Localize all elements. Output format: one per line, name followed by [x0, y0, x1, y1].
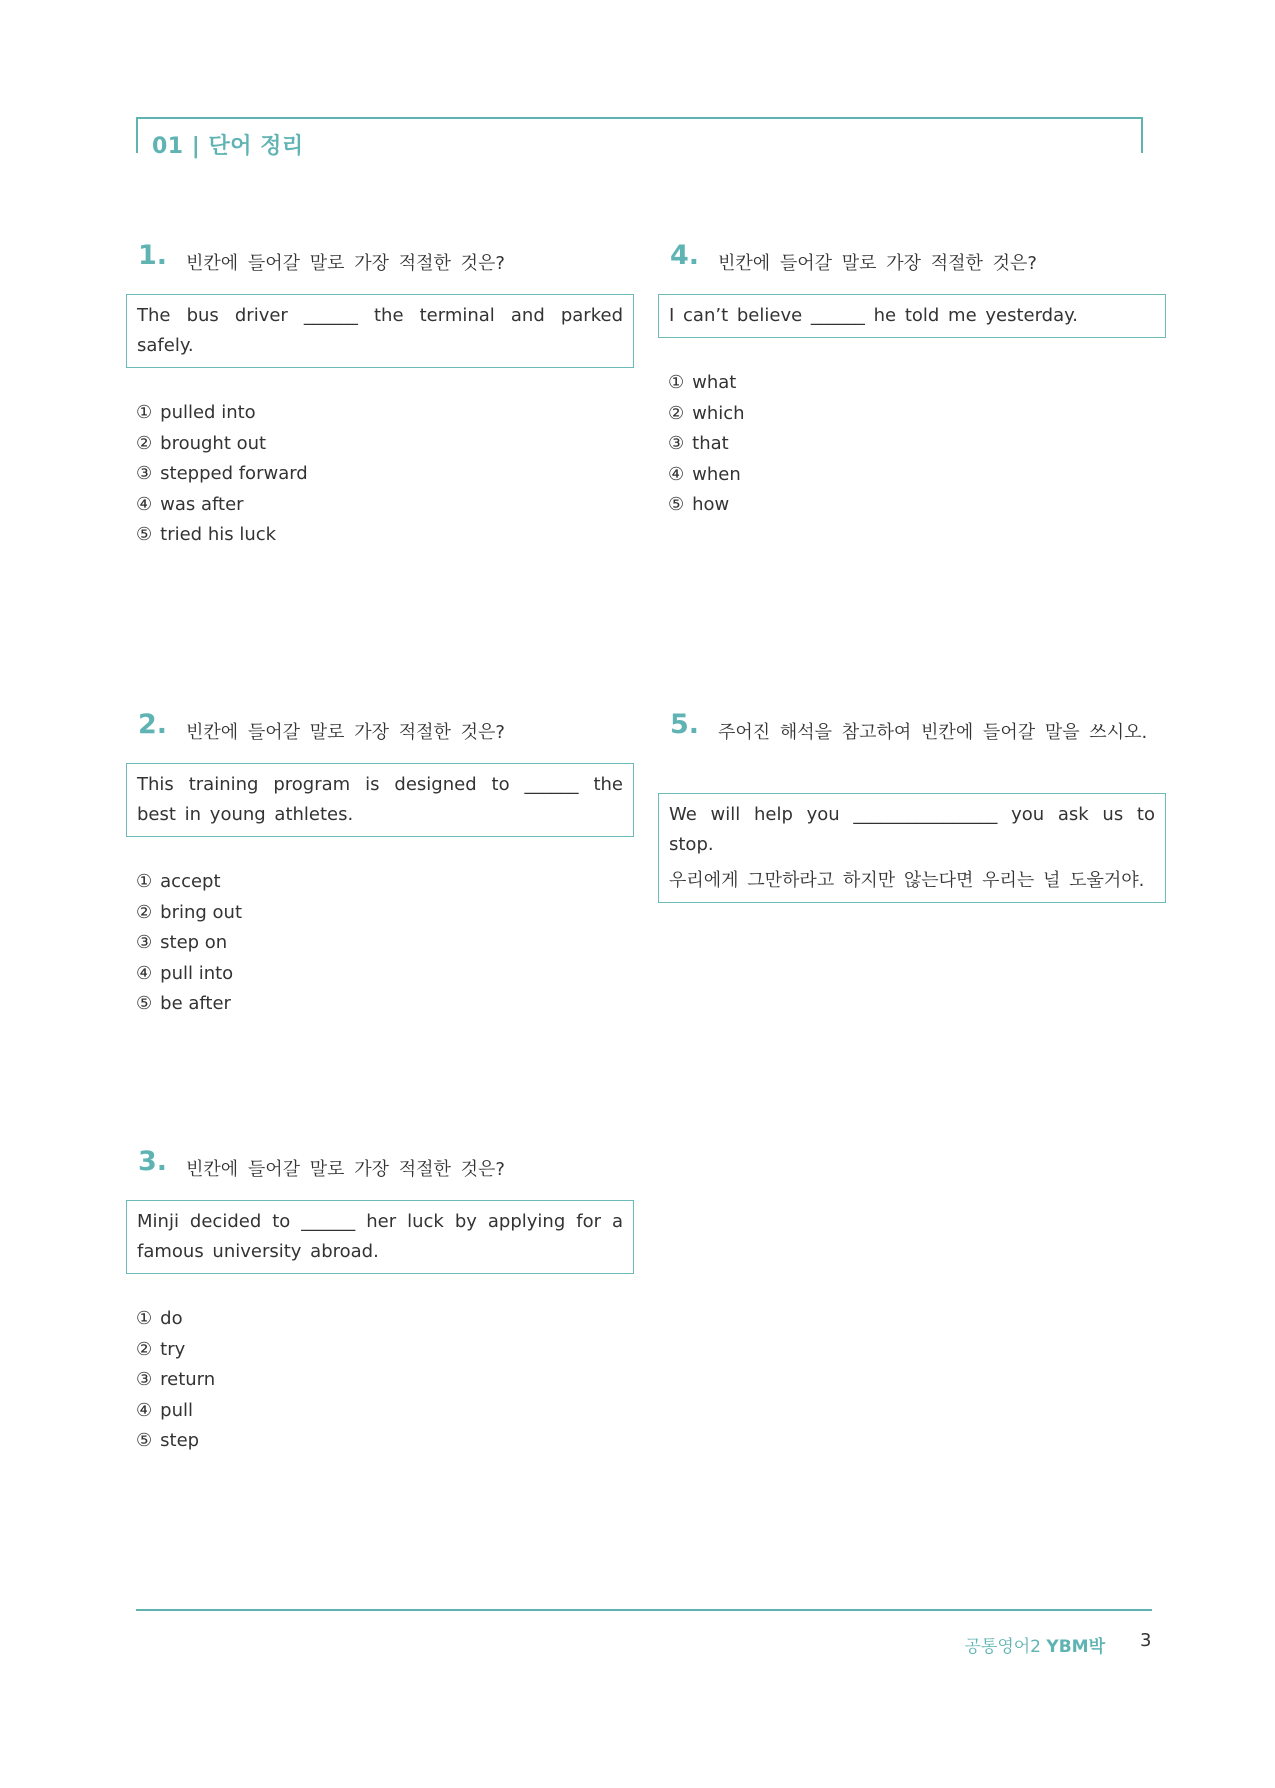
passage-text: This training program is designed to ______ the best in young athletes. — [137, 774, 623, 825]
question-2 — [126, 709, 634, 1020]
answer-options — [668, 368, 1166, 521]
footer-book-prefix: 공통영어2 — [964, 1637, 1047, 1657]
option-text: return — [160, 1369, 216, 1390]
option-4[interactable] — [668, 460, 1166, 491]
question-passage-box — [658, 793, 1166, 903]
option-mark: ① — [136, 1308, 153, 1329]
question-prompt: 주어진 해석을 참고하여 빈칸에 들어갈 말을 쓰시오. — [718, 722, 1148, 743]
option-text: bring out — [160, 901, 243, 923]
answer-options — [136, 398, 634, 551]
option-mark: ③ — [136, 932, 153, 953]
question-5 — [658, 709, 1166, 903]
option-mark: ③ — [668, 433, 685, 454]
question-passage-box — [126, 763, 634, 837]
question-number: 5. — [670, 709, 700, 740]
option-text: do — [160, 1308, 183, 1329]
passage-text: Minji decided to ______ her luck by applying for a famous university abroad. — [137, 1211, 623, 1262]
question-prompt: 빈칸에 들어갈 말로 가장 적절한 것은? — [186, 253, 505, 274]
passage-translation: 우리에게 그만하라고 하지만 않는다면 우리는 널 도울거야. — [669, 870, 1145, 891]
answer-options — [136, 1304, 634, 1457]
option-text: which — [692, 402, 745, 424]
option-3[interactable] — [136, 1365, 634, 1396]
question-4 — [658, 240, 1166, 521]
question-header — [658, 240, 1166, 280]
option-text: be after — [160, 993, 231, 1014]
question-number: 3. — [138, 1146, 168, 1177]
option-mark: ② — [136, 432, 153, 454]
option-text: pulled into — [160, 402, 256, 423]
question-header — [126, 1146, 634, 1186]
option-text: accept — [160, 871, 221, 892]
option-text: pull into — [160, 962, 234, 984]
option-4[interactable] — [136, 959, 634, 990]
passage-text: We will help you ________________ you ask us to stop. — [669, 804, 1155, 855]
option-mark: ⑤ — [668, 494, 685, 515]
option-text: tried his luck — [160, 524, 277, 545]
option-2[interactable] — [136, 1335, 634, 1366]
question-prompt: 빈칸에 들어갈 말로 가장 적절한 것은? — [186, 1159, 505, 1180]
option-5[interactable] — [136, 520, 634, 551]
option-2[interactable] — [136, 898, 634, 929]
option-mark: ⑤ — [136, 1430, 153, 1451]
footer-book-brand: YBM박 — [1046, 1637, 1105, 1657]
question-number: 4. — [670, 240, 700, 271]
option-3[interactable] — [136, 928, 634, 959]
question-passage-box — [126, 294, 634, 368]
option-1[interactable] — [136, 867, 634, 898]
option-text: brought out — [160, 432, 267, 454]
option-5[interactable] — [136, 989, 634, 1020]
option-5[interactable] — [668, 490, 1166, 521]
option-mark: ① — [668, 372, 685, 393]
option-5[interactable] — [136, 1426, 634, 1457]
option-text: how — [692, 494, 730, 515]
option-text: was after — [160, 493, 244, 515]
passage-text: I can’t believe ______ he told me yesterday. — [669, 305, 1078, 326]
option-text: step on — [160, 932, 228, 953]
option-2[interactable] — [668, 399, 1166, 430]
option-mark: ② — [668, 402, 685, 424]
page-number: 3 — [1140, 1630, 1152, 1651]
footer-book-title — [964, 1632, 1105, 1657]
option-text: that — [692, 433, 729, 454]
option-4[interactable] — [136, 490, 634, 521]
question-passage-box — [126, 1200, 634, 1274]
section-title: 01 | 단어 정리 — [152, 134, 304, 159]
option-mark: ⑤ — [136, 993, 153, 1014]
option-mark: ② — [136, 1338, 153, 1360]
option-text: step — [160, 1430, 200, 1451]
question-number: 1. — [138, 240, 168, 271]
question-prompt: 빈칸에 들어갈 말로 가장 적절한 것은? — [718, 253, 1037, 274]
answer-options — [136, 867, 634, 1020]
option-4[interactable] — [136, 1396, 634, 1427]
question-header — [126, 709, 634, 749]
option-text: when — [692, 463, 741, 485]
option-mark: ⑤ — [136, 524, 153, 545]
option-3[interactable] — [136, 459, 634, 490]
option-mark: ④ — [136, 493, 153, 515]
option-1[interactable] — [668, 368, 1166, 399]
option-mark: ① — [136, 402, 153, 423]
option-mark: ① — [136, 871, 153, 892]
option-1[interactable] — [136, 398, 634, 429]
footer-divider — [136, 1609, 1152, 1611]
question-header — [658, 709, 1166, 783]
option-mark: ④ — [136, 962, 153, 984]
option-2[interactable] — [136, 429, 634, 460]
option-text: stepped forward — [160, 463, 308, 484]
option-3[interactable] — [668, 429, 1166, 460]
question-1 — [126, 240, 634, 551]
option-1[interactable] — [136, 1304, 634, 1335]
option-mark: ④ — [136, 1399, 153, 1421]
option-mark: ④ — [668, 463, 685, 485]
question-number: 2. — [138, 709, 168, 740]
option-mark: ③ — [136, 1369, 153, 1390]
question-passage-box — [658, 294, 1166, 338]
option-mark: ② — [136, 901, 153, 923]
question-prompt: 빈칸에 들어갈 말로 가장 적절한 것은? — [186, 722, 505, 743]
option-text: what — [692, 372, 737, 393]
question-header — [126, 240, 634, 280]
option-text: try — [160, 1338, 186, 1360]
option-mark: ③ — [136, 463, 153, 484]
passage-text: The bus driver ______ the terminal and parked safely. — [137, 305, 623, 356]
section-header — [136, 117, 1143, 159]
question-3 — [126, 1146, 634, 1457]
option-text: pull — [160, 1399, 193, 1421]
